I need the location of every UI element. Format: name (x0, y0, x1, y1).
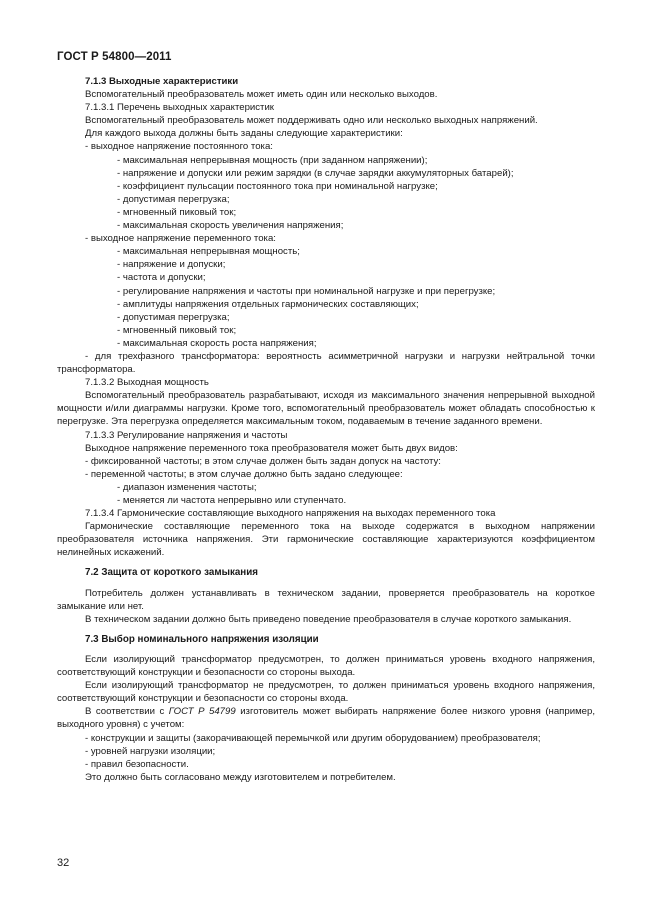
paragraph: Если изолирующий трансформатор предусмотрен, то должен приниматься уровень входного напряжения, соответствующий конструкции и безопасности со стороны выхода. (57, 653, 595, 679)
list-item: - фиксированной частоты; в этом случае должен быть задан допуск на частоту: (85, 455, 441, 467)
list-item: - конструкции и защиты (закорачивающей перемычкой или другим оборудованием) преобразователя; (85, 732, 541, 744)
paragraph: Выходное напряжение переменного тока преобразователя может быть двух видов: (85, 442, 458, 454)
paragraph: В техническом задании должно быть приведено поведение преобразователя в случае короткого замыкания. (85, 613, 572, 625)
list-item: - максимальная непрерывная мощность (при заданном напряжении); (117, 154, 428, 166)
subsection-heading-7-1-3-1: 7.1.3.1 Перечень выходных характеристик (85, 102, 275, 114)
paragraph: Это должно быть согласовано между изготовителем и потребителем. (85, 771, 396, 783)
list-item: - переменной частоты; в этом случае должно быть задано следующее: (85, 468, 403, 480)
subsection-heading-7-1-3-2: 7.1.3.2 Выходная мощность (85, 377, 209, 389)
section-heading-7-3: 7.3 Выбор номинального напряжения изоляции (85, 633, 319, 645)
list-item: - выходное напряжение переменного тока: (85, 233, 276, 245)
list-item: - допустимая перегрузка; (117, 193, 230, 205)
subsection-heading-7-1-3-3: 7.1.3.3 Регулирование напряжения и частоты (85, 429, 288, 441)
paragraph (57, 705, 595, 731)
list-item: - правил безопасности. (85, 758, 189, 770)
paragraph: Вспомогательный преобразователь разрабатывают, исходя из максимального значения непрерывной выходной мощности и/или диаграммы нагрузки. Кроме того, вспомогательный преобразователь может обладать способностью к перегрузке. Эта перегрузка определяется максимальным током, подаваемым в течение заданного времени. (57, 390, 595, 428)
section-heading-7-2: 7.2 Защита от короткого замыкания (85, 567, 258, 579)
document-header: ГОСТ Р 54800—2011 (57, 51, 172, 63)
section-heading-7-1-3: 7.1.3 Выходные характеристики (85, 76, 239, 87)
paragraph: Если изолирующий трансформатор не предусмотрен, то должен приниматься уровень входного напряжения, соответствующий конструкции и безопасности со стороны входа. (57, 680, 595, 705)
paragraph: Вспомогательный преобразователь может поддерживать одно или несколько выходных напряжений. (85, 115, 538, 127)
paragraph: Гармонические составляющие переменного тока на выходе содержатся в выходном напряжении преобразователя источника напряжения. Эти гармонические составляющие характеризуются коэффициентом нелинейных искажений. (57, 521, 595, 559)
list-item: - частота и допуски; (117, 272, 206, 284)
list-item: - амплитуды напряжения отдельных гармонических составляющих; (117, 298, 419, 310)
list-item: - мгновенный пиковый ток; (117, 206, 237, 218)
page-number: 32 (57, 857, 70, 869)
list-item: - уровней нагрузки изоляции; (85, 745, 216, 757)
page-body (57, 75, 595, 784)
list-item: - регулирование напряжения и частоты при номинальной нагрузке и при перегрузке; (117, 285, 496, 297)
list-item: - мгновенный пиковый ток; (117, 324, 237, 336)
paragraph: Для каждого выхода должны быть заданы следующие характеристики: (85, 128, 403, 140)
text-run: В соответствии с (85, 706, 169, 718)
list-item: - напряжение и допуски или режим зарядки (в случае зарядки аккумуляторных батарей); (117, 167, 514, 179)
list-item: - диапазон изменения частоты; (117, 481, 257, 493)
list-item: - меняется ли частота непрерывно или ступенчато. (117, 495, 347, 506)
paragraph: Вспомогательный преобразователь может иметь один или несколько выходов. (85, 89, 438, 101)
paragraph: Потребитель должен устанавливать в техническом задании, проверяется преобразователь на короткое замыкание или нет. (57, 587, 595, 612)
standard-reference: ГОСТ Р 54799 (168, 706, 236, 718)
list-item: - для трехфазного трансформатора: вероятность асимметричной нагрузки и нагрузки нейтральной точки трансформатора. (57, 350, 595, 376)
list-item: - максимальная скорость увеличения напряжения; (117, 220, 344, 232)
list-item: - максимальная непрерывная мощность; (117, 246, 300, 258)
list-item: - максимальная скорость роста напряжения; (117, 337, 317, 349)
list-item: - напряжение и допуски; (117, 259, 226, 271)
list-item: - допустимая перегрузка; (117, 311, 230, 323)
text-run: изготовитель может выбирать напряжение более низкого уровня (например, выходного уровня) с учетом: (57, 706, 595, 731)
list-item: - коэффициент пульсации постоянного тока при номинальной нагрузке; (117, 180, 438, 192)
subsection-heading-7-1-3-4: 7.1.3.4 Гармонические составляющие выходного напряжения на выходах переменного тока (85, 508, 496, 520)
list-item: - выходное напряжение постоянного тока: (85, 141, 273, 153)
